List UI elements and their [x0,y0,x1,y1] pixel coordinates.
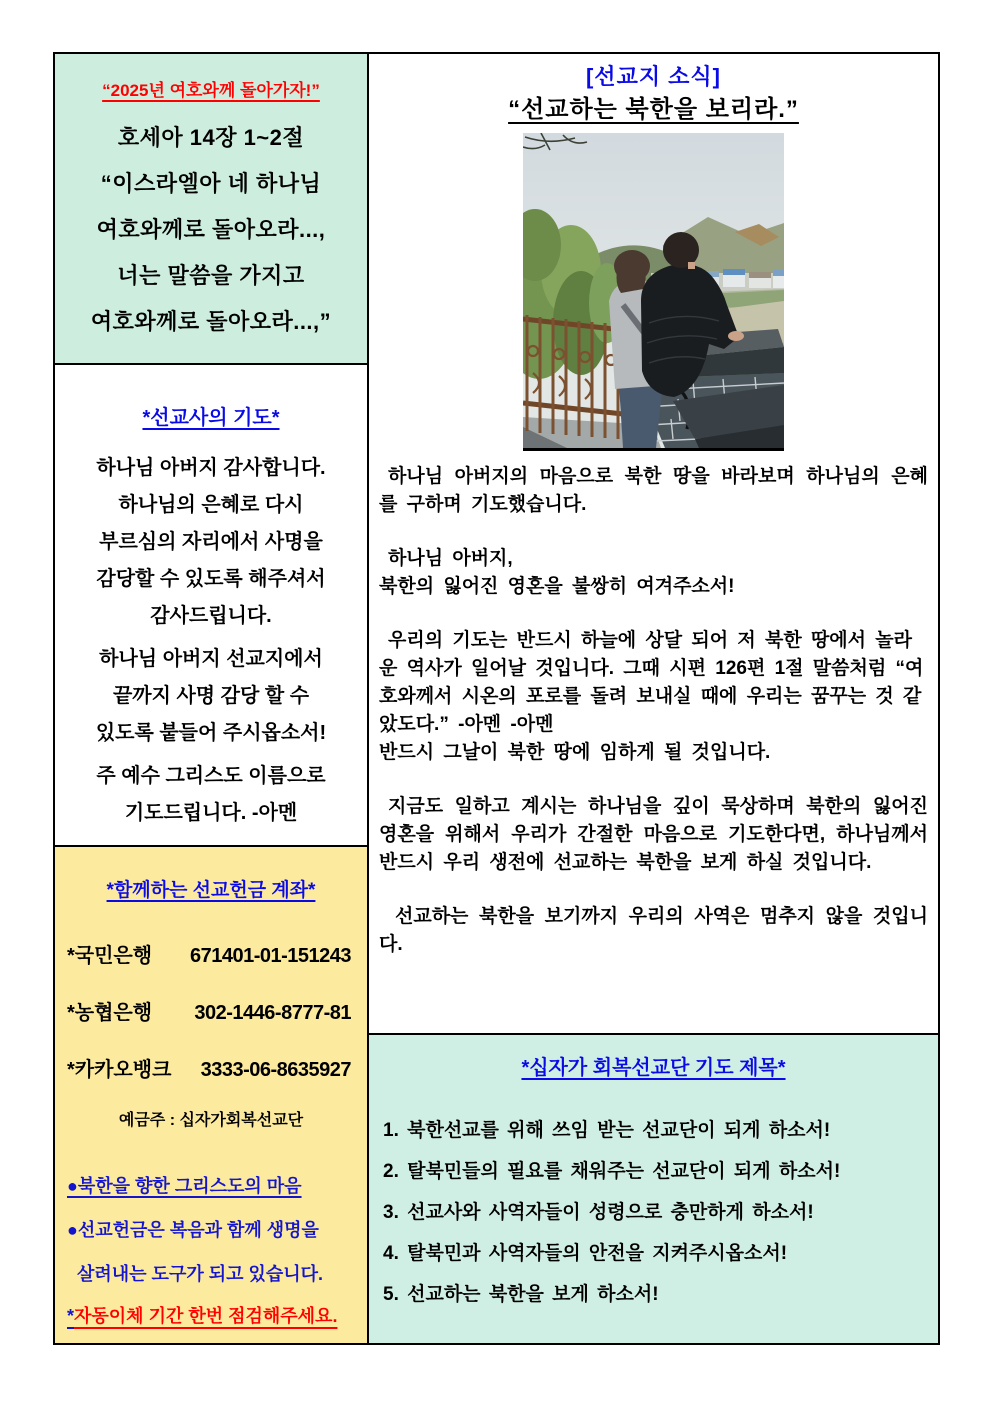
topic-item: 2. 탈북민들의 필요를 채워주는 선교단이 되게 하소서! [383,1161,841,1182]
warning-star: * [67,1306,75,1326]
warning-text: 자동이체 기간 한번 점검해주세요. [74,1306,338,1326]
body-paragraph: 하나님 아버지의 마음으로 북한 땅을 바라보며 하나님의 은혜를 구하며 기도했습니다. [379,466,928,515]
body-paragraph: 선교하는 북한을 보기까지 우리의 사역은 멈추지 않을 것입니다. [379,906,928,955]
prayer-line: 끝까지 사명 감당 할 수 [112,685,310,707]
prayer-line: 하나님 아버지 선교지에서 [99,648,323,670]
prayer-title: *선교사의 기도* [142,407,280,429]
offering-account-box [53,845,369,1345]
news-body [379,463,928,959]
verse-line: 호세아 14장 1~2절 [117,125,305,150]
prayer-line: 기도드립니다. -아멘 [124,802,298,824]
verse-title: “2025년 여호와께 돌아가자!” [102,81,320,100]
body-line: 반드시 그날이 북한 땅에 임하게 될 것입니다. [379,742,771,763]
prayer-paragraph [55,450,367,635]
topic-item: 1. 북한선교를 위해 쓰임 받는 선교단이 되게 하소서! [383,1120,831,1141]
prayer-line: 주 예수 그리스도 이름으로 [96,765,326,787]
news-subtitle: “선교하는 북한을 보리라.” [508,96,799,123]
prayer-line: 하나님 아버지 감사합니다. [96,457,326,479]
prayer-line: 있도록 붙들어 주시옵소서! [95,722,327,744]
account-row [67,1042,355,1099]
topic-item: 3. 선교사와 사역자들이 성령으로 충만하게 하소서! [383,1202,814,1223]
prayer-line: 감사드립니다. [150,605,272,627]
verse-box [53,52,369,365]
missionary-prayer-box [53,363,369,847]
body-paragraph: 지금도 일하고 계시는 하나님을 깊이 묵상하며 북한의 잃어진 영혼을 위해서 우리가 간절한 마음으로 기도한다면, 하나님께서 반드시 우리 생전에 선교하는 북한을 보게 하실 것입니다. [379,796,928,873]
offering-title: *함께하는 선교헌금 계좌* [106,880,316,901]
body-line: 북한의 잃어진 영혼을 불쌍히 여겨주소서! [379,576,735,597]
body-paragraph [379,545,928,601]
prayer-topics-box [367,1033,940,1345]
news-title: [선교지 소식] [585,64,722,89]
offering-bullet-continuation: 살려내는 도구가 되고 있습니다. [77,1264,324,1284]
bank-name: *국민은행 [67,945,153,967]
mission-field-photo [523,133,784,451]
prayer-line: 감당할 수 있도록 해주셔서 [96,568,326,590]
account-number: 3333-06-8635927 [200,1059,351,1081]
offering-bullet: ●북한을 향한 그리스도의 마음 [67,1176,302,1196]
autopay-warning [67,1302,355,1330]
bank-name: *카카오뱅크 [67,1059,172,1081]
prayer-line: 하나님의 은혜로 다시 [118,494,304,516]
body-line: 우리의 기도는 반드시 하늘에 상달 되어 저 북한 땅에서 놀라운 역사가 일어날 것입니다. 그때 시편 126편 1절 말씀처럼 “여호와께서 시온의 포로를 돌려 보내실 때에 우리는 꿈꾸는 것 같았도다.” -아멘 -아멘 [379,630,924,735]
offering-title-wrap [67,875,355,902]
account-number: 302-1446-8777-81 [194,1002,351,1024]
topic-item: 5. 선교하는 북한을 보게 하소서! [383,1284,659,1305]
bank-name: *농협은행 [67,1002,153,1024]
account-holder: 예금주 : 십자가회복선교단 [118,1112,304,1129]
prayer-paragraph [55,758,367,832]
topics-title-wrap [383,1051,924,1080]
mission-photo-illustration [523,133,784,448]
account-number: 671401-01-151243 [189,945,351,967]
verse-line: 여호와께로 돌아오라...,” [90,309,332,334]
prayer-paragraph [55,641,367,752]
account-row [67,985,355,1042]
verse-line: 너는 말씀을 가지고 [117,263,305,288]
mission-news-box [367,52,940,1035]
topic-item: 4. 탈북민과 사역자들의 안전을 지켜주시옵소서! [383,1243,788,1264]
verse-line: 여호와께로 돌아오라..., [96,217,326,242]
offering-bullet: ●선교헌금은 복음과 함께 생명을 [67,1220,319,1240]
body-line: 하나님 아버지, [388,548,513,569]
body-paragraph [379,627,928,767]
topics-title: *십자가 회복선교단 기도 제목* [521,1057,786,1079]
account-row [67,928,355,985]
prayer-line: 부르심의 자리에서 사명을 [99,531,323,553]
offering-bullets [67,1164,355,1296]
verse-line: “이스라엘아 네 하나님 [100,171,322,196]
